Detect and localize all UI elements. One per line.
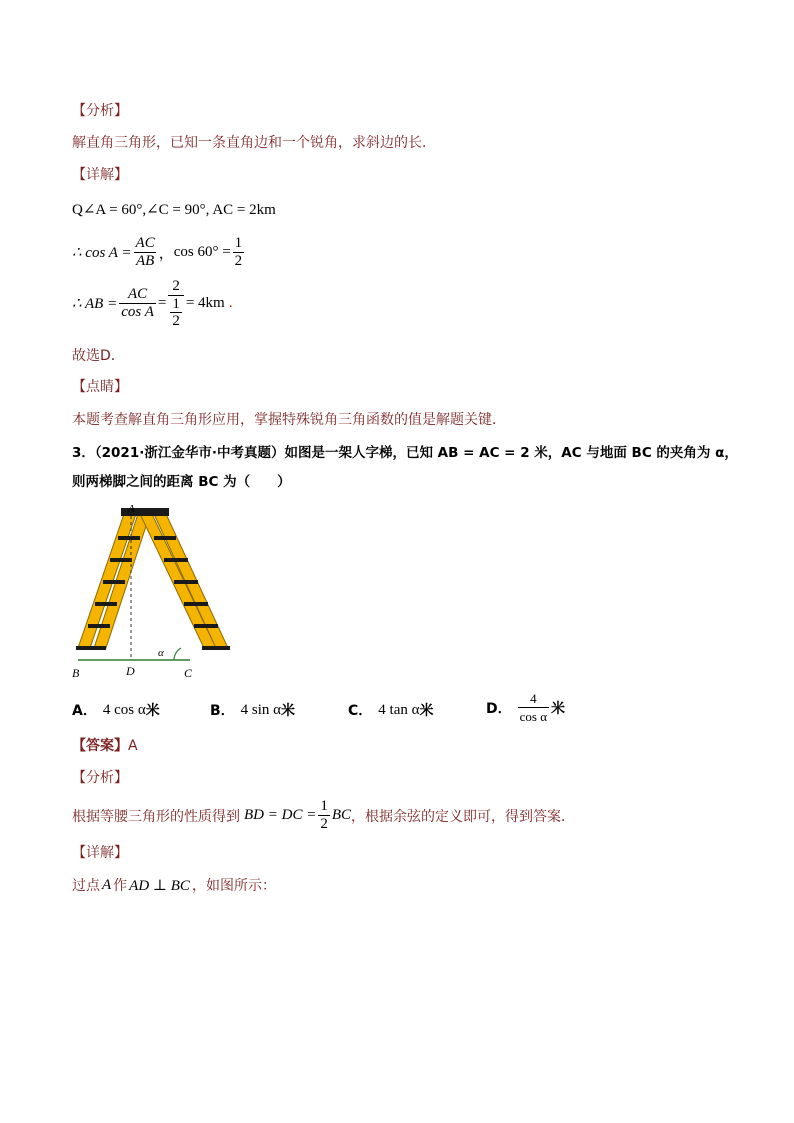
fraction-numerator: 4	[530, 691, 537, 706]
option-letter: B．	[210, 703, 235, 719]
angle-arc	[174, 648, 181, 660]
fraction-numerator: 2	[172, 278, 180, 294]
detail2-text2: 作	[113, 878, 128, 894]
ladder-figure	[66, 500, 236, 685]
option-letter: A．	[72, 703, 97, 719]
analysis2-line	[72, 798, 575, 833]
separator: ，	[158, 246, 174, 262]
option-unit: 米	[419, 703, 434, 719]
fraction-numerator: 1	[234, 235, 243, 251]
analysis2-after: ，根据余弦的定义即可，得到答案．	[351, 808, 575, 825]
detail2-line	[72, 875, 276, 895]
detail-heading: 【详解】	[72, 167, 128, 183]
fraction-denominator: cos α	[519, 709, 548, 724]
comment-heading: 【点睛】	[72, 379, 128, 395]
option-letter: D．	[486, 700, 512, 717]
option-fraction	[518, 690, 549, 725]
detail2-point: A	[102, 876, 112, 893]
inner-denominator: 2	[172, 313, 180, 329]
fraction-one-half	[233, 235, 245, 270]
compound-fraction	[168, 278, 184, 329]
option-expr: 4 tan α	[378, 701, 420, 718]
analysis-heading: 【分析】	[72, 103, 128, 119]
option-a[interactable]	[72, 700, 160, 720]
fraction-denominator: cos A	[121, 304, 154, 320]
detail2-text3: ，如图所示：	[191, 878, 276, 894]
fraction-ac-cosa	[119, 286, 156, 321]
option-c[interactable]	[348, 700, 433, 720]
label-d: D	[126, 664, 135, 678]
inner-numerator: 1	[172, 296, 180, 312]
right-foot	[202, 646, 230, 650]
conclusion: 故选D．	[72, 348, 125, 364]
answer-value: A	[128, 738, 138, 754]
analysis2-heading: 【分析】	[72, 770, 128, 786]
label-b: B	[72, 666, 80, 680]
analysis2-before: 根据等腰三角形的性质得到	[72, 808, 240, 825]
analysis2-fraction	[318, 798, 330, 833]
analysis-text: 解直角三角形，已知一条直角边和一个锐角，求斜边的长．	[72, 135, 436, 151]
option-d[interactable]	[486, 690, 565, 725]
fraction-denominator	[168, 295, 184, 329]
question-line-2: 则两梯脚之间的距离 BC 为（ ）	[72, 474, 291, 490]
fraction-numerator: AC	[135, 235, 155, 251]
fraction-numerator: 1	[320, 798, 328, 814]
step2-prefix: ∴ cos A =	[72, 245, 132, 261]
analysis2-expr-right: BC	[331, 807, 351, 823]
equals-sign: =	[157, 295, 167, 311]
given-conditions: Q∠A = 60°,∠C = 90°, AC = 2km	[72, 202, 276, 218]
label-a: A	[128, 503, 135, 515]
analysis2-expr-left: BD = DC =	[244, 807, 317, 823]
option-unit: 米	[281, 703, 296, 719]
option-b[interactable]	[210, 700, 295, 720]
fraction-denominator: 2	[234, 253, 243, 269]
detail2-expr: AD ⊥ BC	[129, 877, 190, 894]
answer-label: 【答案】	[72, 738, 128, 754]
cos60-label: cos 60° =	[173, 244, 231, 260]
option-letter: C．	[348, 703, 373, 719]
detail2-text1: 过点	[72, 878, 100, 894]
comment-text: 本题考查解直角三角形应用，掌握特殊锐角三角函数的值是解题关键．	[72, 412, 506, 428]
left-foot	[76, 646, 106, 650]
result-dot: .	[228, 295, 233, 311]
fraction-denominator: 2	[320, 816, 328, 832]
option-expr: 4 sin α	[240, 701, 282, 718]
question-line-1: 3．（2021·浙江金华市·中考真题）如图是一架人字梯，已知 AB = AC = 2 米，AC 与地面 BC 的夹角为 α，	[72, 445, 738, 461]
fraction-ac-ab	[134, 235, 157, 270]
fraction-numerator: AC	[127, 286, 148, 302]
fraction-denominator: AB	[135, 253, 155, 269]
option-unit: 米	[145, 703, 160, 719]
result-value: = 4km	[185, 295, 225, 311]
ab-equation	[72, 278, 232, 329]
cos-a-equation	[72, 235, 246, 270]
option-unit: 米	[551, 700, 566, 717]
label-c: C	[184, 666, 193, 680]
detail2-heading: 【详解】	[72, 845, 128, 861]
option-expr: 4 cos α	[102, 701, 146, 718]
label-alpha: α	[158, 647, 164, 659]
step3-prefix: ∴ AB =	[72, 296, 118, 312]
answer-line	[72, 736, 138, 756]
